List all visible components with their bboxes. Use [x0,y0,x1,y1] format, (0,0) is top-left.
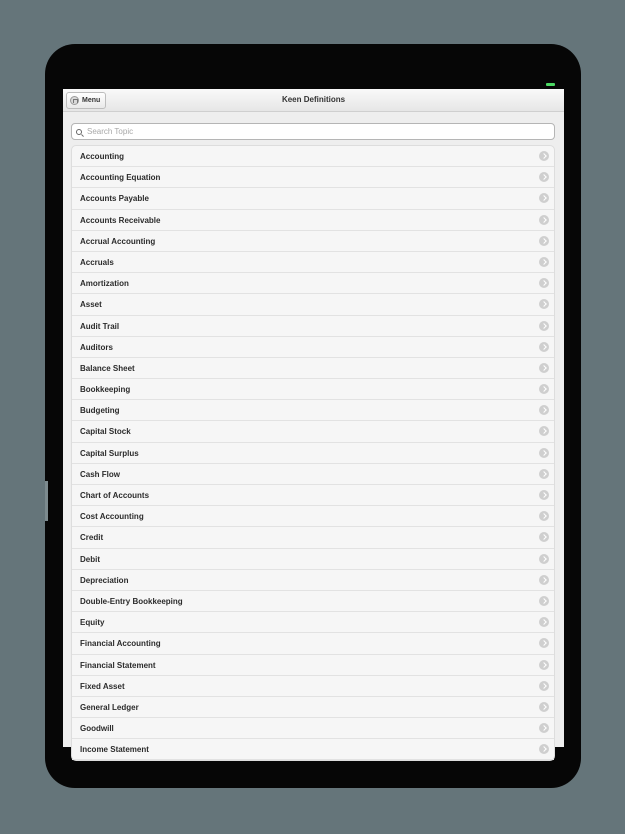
topic-row[interactable] [72,294,554,315]
chevron-right-icon [539,405,549,415]
search-icon [76,129,82,135]
topic-label: Fixed Asset [80,681,125,691]
chevron-right-icon [539,172,549,182]
topic-label: Capital Surplus [80,448,139,458]
topic-row[interactable] [72,633,554,654]
topic-label: Asset [80,300,102,310]
battery-indicator [546,83,555,86]
topic-row[interactable] [72,676,554,697]
menu-button[interactable] [66,92,106,109]
topic-list [71,145,555,761]
topic-row[interactable] [72,231,554,252]
chevron-right-icon [539,448,549,458]
topic-label: Accrual Accounting [80,236,156,246]
topic-label: Credit [80,533,104,543]
topic-label: Income Statement [80,745,149,755]
search-input[interactable] [87,127,537,136]
topic-row[interactable] [72,146,554,167]
chevron-right-icon [539,215,549,225]
topic-label: Budgeting [80,406,120,416]
home-icon [70,96,79,105]
topic-row[interactable] [72,167,554,188]
topic-row[interactable] [72,188,554,209]
topic-label: Balance Sheet [80,363,135,373]
chevron-right-icon [539,384,549,394]
topic-label: Goodwill [80,724,114,734]
topic-label: Financial Statement [80,660,156,670]
chevron-right-icon [539,151,549,161]
topic-label: Debit [80,554,100,564]
chevron-right-icon [539,723,549,733]
menu-button-label: Menu [82,97,101,104]
topic-label: Cash Flow [80,469,121,479]
topic-label: Capital Stock [80,427,131,437]
navigation-bar [63,89,564,112]
topic-row[interactable] [72,485,554,506]
side-button [45,481,48,521]
chevron-right-icon [539,363,549,373]
topic-label: Accounts Receivable [80,215,161,225]
topic-row[interactable] [72,379,554,400]
chevron-right-icon [539,660,549,670]
topic-row[interactable] [72,316,554,337]
topic-row[interactable] [72,464,554,485]
topic-row[interactable] [72,718,554,739]
topic-row[interactable] [72,549,554,570]
topic-row[interactable] [72,210,554,231]
chevron-right-icon [539,702,549,712]
chevron-right-icon [539,469,549,479]
topic-label: Equity [80,618,105,628]
chevron-right-icon [539,575,549,585]
topic-label: Audit Trail [80,321,120,331]
topic-label: Accounting [80,152,124,161]
app-screen [63,89,564,755]
chevron-right-icon [539,426,549,436]
chevron-right-icon [539,638,549,648]
chevron-right-icon [539,617,549,627]
topic-row[interactable] [72,612,554,633]
topic-label: Accounts Payable [80,194,149,204]
topic-row[interactable] [72,421,554,442]
chevron-right-icon [539,511,549,521]
topic-row[interactable] [72,443,554,464]
topic-row[interactable] [72,527,554,548]
topic-label: General Ledger [80,702,139,712]
chevron-right-icon [539,490,549,500]
topic-label: Cost Accounting [80,512,144,522]
chevron-right-icon [539,193,549,203]
topic-row[interactable] [72,337,554,358]
topic-label: Accruals [80,257,114,267]
chevron-right-icon [539,596,549,606]
topic-row[interactable] [72,739,554,760]
topic-row[interactable] [72,273,554,294]
topic-row[interactable] [72,655,554,676]
topic-label: Bookkeeping [80,385,131,395]
chevron-right-icon [539,744,549,754]
chevron-right-icon [539,554,549,564]
topic-label: Double-Entry Bookkeeping [80,596,183,606]
topic-row[interactable] [72,591,554,612]
chevron-right-icon [539,278,549,288]
topic-row[interactable] [72,358,554,379]
chevron-right-icon [539,681,549,691]
search-bar[interactable] [71,123,555,140]
chevron-right-icon [539,321,549,331]
topic-row[interactable] [72,506,554,527]
topic-row[interactable] [72,400,554,421]
topic-label: Financial Accounting [80,639,161,649]
chevron-right-icon [539,532,549,542]
topic-label: Amortization [80,279,129,289]
topic-row[interactable] [72,252,554,273]
chevron-right-icon [539,299,549,309]
chevron-right-icon [539,257,549,267]
topic-label: Accounting Equation [80,173,161,183]
page-title: Keen Definitions [281,95,346,104]
topic-row[interactable] [72,570,554,591]
topic-row[interactable] [72,697,554,718]
chevron-right-icon [539,236,549,246]
topic-label: Depreciation [80,575,129,585]
topic-label: Chart of Accounts [80,491,150,500]
topic-label: Auditors [80,342,113,352]
chevron-right-icon [539,342,549,352]
